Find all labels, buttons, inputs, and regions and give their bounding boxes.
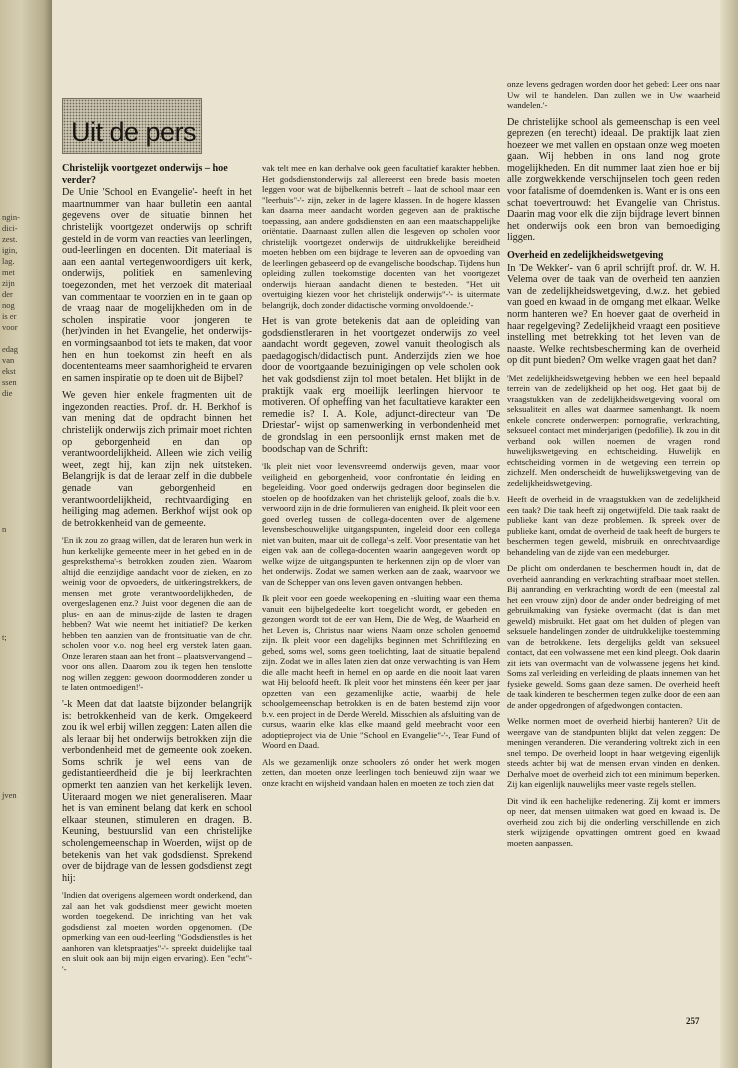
prev-fragment: lag. — [2, 256, 15, 266]
column-3 — [507, 79, 720, 854]
section-banner — [62, 98, 202, 154]
prev-fragment: is er — [2, 311, 17, 321]
article-heading: Overheid en zedelijkheidswetgeving — [507, 250, 664, 262]
prev-fragment: t; — [2, 632, 7, 642]
prev-fragment: zijn — [2, 278, 15, 288]
quotation: Heeft de overheid in de vraagstukken van de zedelijkheid een taak? Die taak heeft zij ongetwijfeld. Die taak raakt de publieke kant van deze problemen. Ik spreek over de publieke kant, omdat de overheid de taak heeft de burgers te beschermen tegen geweld, misbruik en onrechtvaardige behandeling van de zijde van een medeburger. — [507, 494, 720, 557]
quotation: 'Ik pleit niet voor levensvreemd onderwijs geven, maar voor veiligheid en geborgenheid, voor confrontatie én leiding en begeleiding. Voor goed onderwijs gedragen door beginselen die stoelen op de hoofdzaken van het christelijk geloof, zoals die b.v. verwoord zijn in de drie formulieren van enigheid. Ik pleit voor een goed overleg tussen de collega-docenten over de algemene levensbeschouwelijke uitgangspunten, ingeleid door een collega niet van buiten, maar uit de collega'-s zelf. Voor presentatie van het eigen vak aan de collega-docenten waarin aangegeven wordt op welke wijze de uitgangspunten te herkennen zijn op de vloer van het onderwijs. Zodat we samen werken aan de zaak, waarvoor we van de Schepper van ons leven gaven ontvangen hebben. — [262, 461, 500, 587]
section-title: Uit de pers — [71, 117, 197, 147]
prev-fragment: zest. — [2, 234, 18, 244]
article-heading: Christelijk voortgezet onderwijs – hoe verder? — [62, 163, 228, 186]
prev-fragment: n — [2, 524, 7, 534]
prev-fragment: van — [2, 355, 15, 365]
prev-fragment: jven — [2, 790, 17, 800]
paragraph: '-k Meen dat dat laatste bijzonder belangrijk is: betrokkenheid van de kerk. Omgekeerd zou ik wel erbij willen zeggen: Laten allen die als leraar bij het onderwijs betrokken zijn die verbondenheid met de gemeente ook zoeken. Soms schrik je wel eens van de gedistantieerdheid die je bij leerkrachten opmerkt ten aanzien van het kerkelijk leven. Uiteraard mogen we niet generaliseren. Maar het is van eminent belang dat kerk en school elkaar steunen, stimuleren en dragen. B. Keuning, bestuurslid van een christelijke scholengemeenschap in Woerden, wijst op de betekenis van het vak godsdienst. Sprekend over de bijdrage van de lessen godsdienst zegt hij: — [62, 698, 252, 884]
prev-fragment: nog — [2, 300, 15, 310]
quotation: vak telt mee en kan derhalve ook geen facultatief karakter hebben. Het godsdienstonderwijs zal allereerst een brede basis moeten leggen voor wat de bijbelkennis betreft – laat de school maar een "leerhuis"-'- zijn, zeker in de lagere klassen. In de hogere klassen kan daarna meer aandacht worden gegeven aan de praktische toepassing, aan andere godsdiensten en aan een maatschappelijke oriëntatie. Daarnaast zullen allen die lesgeven op scholen voor christelijk voortgezet onderwijs de uitdrukkelijke bereidheid moeten hebben om een bijdrage te leveren aan de opvoeding van de leerlingen gebaseerd op de evangelische boodschap. Tijdens hun opleiding zullen toekomstige docenten van het voortgezet onderwijs hieraan aandacht dienen te besteden. "Het uit overtuiging kiezen voor het christelijk onderwijs"-'- is uitermate belangrijk, doch zonder didactische vorming onvoldoende.'- — [262, 163, 500, 310]
prev-fragment: ngin- — [2, 212, 20, 222]
prev-fragment: dici- — [2, 223, 18, 233]
quotation: 'En ik zou zo graag willen, dat de leraren hun werk in hun kerkelijke gemeente meer in het gebed en in de gespreksthema'-s betrokken zouden zien. Waarom altijd die eenzijdige aandacht voor de zieken, en zo weinig voor de opvoeders, de uitkeringstrekkers, de mensen met grote verantwoordelijkheden, de overgeslagenen enz.? Juist voor degenen die aan de plus- en aan de minus-zijde de lasten te dragen hebben? Wat wie neemt het initiatief? De kerken hebben ten aanzien van de frontsituatie van de chr. scholen voor v.o. nog heel erg verstek laten gaan. Onze leraren staan aan het front – plaatsvervangend – voor ons allen. Daarom zou ik tegen hen tenslotte nog willen zeggen: gewoon doormodderen zonder u te laten ontmoedigen!'- — [62, 535, 252, 693]
paragraph: In 'De Wekker'- van 6 april schrijft prof. dr. W. H. Velema over de taak van de overheid ten aanzien van de zedelijkheidswetgeving, d.w.z. het gebied van goed en kwaad in de omgang met elkaar. Welke norm hanteren we? En hoever gaat de overheid in haar regelgeving? Zedelijkheid vraagt een positieve instelling met betrekking tot het leven van de naaste. Welke rechtsbescherming kan de overheid op dit punt bieden? Om welke vragen gaat het dan? — [507, 262, 720, 367]
prev-fragment: met — [2, 267, 15, 277]
prev-fragment: der — [2, 289, 13, 299]
quotation: Dit vind ik een hachelijke redenering. Zij komt er immers op neer, dat mensen uitmaken wat goed en kwaad is. De overheid zou zich bij die onderling verschillende en zich sterk wijzigende opvattingen omtrent goed en kwaad moeten aanpassen. — [507, 795, 720, 848]
page-number: 257 — [686, 1016, 700, 1026]
prev-fragment: ekst — [2, 366, 16, 376]
quotation: Welke normen moet de overheid hierbij hanteren? Uit de weergave van de standpunten blijkt dat velen zeggen: De meningen veranderen. Die verandering voltrekt zich in een snel tempo. De overheid loopt in haar wetgeving eigenlijk steeds achter bij wat de mensen ervan vinden en denken. Derhalve moet de overheid zich tot een minimum beperken. Zij kan eigenlijk nauwelijks meer vaste regels stellen. — [507, 716, 720, 790]
binding-gutter — [0, 0, 52, 1068]
quotation: Als we gezamenlijk onze schoolers zó onder het werk mogen zetten, dan moeten onze leerlingen toch benieuwd zijn waar we onze kracht en wijsheid vandaan halen en moeten ze toch zien dat — [262, 756, 500, 788]
quotation: 'Indien dat overigens algemeen wordt onderkend, dan zal aan het vak godsdienst meer gewicht moeten worden toegekend. De inrichting van het vak godsdienst zal moeten worden opgenomen. (De opmerking van een oud-leerling "Godsdienstles is het aanhoren van kletspraatjes"-'- spreekt duidelijke taal en sluit ook aan bij mijn eigen ervaring). Een "echt"-'- — [62, 890, 252, 974]
prev-fragment: voor — [2, 322, 18, 332]
column-1 — [62, 163, 252, 980]
quotation: onze levens gedragen worden door het gebed: Leer ons naar Uw wil te handelen. Dan zullen we in Uw waarheid wandelen.'- — [507, 79, 720, 110]
quotation: Ik pleit voor een goede weekopening en -sluiting waar een thema vanuit een bijbelgedeelte kort toegelicht wordt, er gebeden en gezongen wordt tot de eer van Hem, Die de Weg, de Waarheid en het Leven is, Christus naar wiens Naam onze scholen genoemd zijn. Ik pleit voor een dagelijks beginnen met Schriftlezing en gebed, soms wel, soms geen toelichting, laat de situatie bepalend zijn. Zodat we in alles laten zien dat onze verwachting is van Hem die alle macht heeft in hemel en op aarde en die nooit laat varen wat Hij beloofd heeft. Ik pleit voor het minstens één keer per jaar opzetten van een gezamenlijke actie, waarbij de hele schoolgemeenschap betrokken is en de baten bestemd zijn voor b.v. een project in de Derde Wereld. Misschien als afsluiting van de cursus, waarin elke klas elke maand geld meebracht voor een adoptieproject via de Unie "School en Evangelie"-'-, Tear Fund of Woord en Daad. — [262, 593, 500, 751]
paragraph: De Unie 'School en Evangelie'- heeft in het maartnummer van haar bulletin een aantal gegevens over de situatie binnen het christelijk voortgezet onderwijs op schrift gesteld in de vorm van reacties van leerlingen, oud-leerlingen en docenten. Dit materiaal is aan een aantal vertegenwoordigers uit kerk, onderwijs, politiek en samenleving toegezonden, met het verzoek dit materiaal van commentaar te voorzien en in te gaan op de vraag naar de mogelijkheden om in de scholen inspiratie voor jongeren te (her)vinden in het Evangelie, het onderwijs- en vormingsaanbod tot iets te maken, dat voor hen en hun toekomst zin heeft en als docententeams meer saamhorigheid te ervaren en samen inspiratie op te doen uit de Bijbel? — [62, 187, 252, 384]
quotation: De plicht om onderdanen te beschermen houdt in, dat de overheid aanranding en verkrachting strafbaar moet stellen. Bij aanranding en verkrachting wordt de een (meestal zal het een vrouw zijn) door de ander onder bedreiging of met gebruikmaking van fysieke overmacht (dat is dan met geweld) misbruikt. Het gaat om het dulden of plegen van seksuele handelingen zonder de uitdrukkelijke toestemming van de betrokkene. Iets dergelijks geldt van seksueel contact, dat een volwassene met een kind pleegt. Ook daarin zit iets van overmacht van de volwassene jegens het kind. Soms zal verleiding en verleiding de plaats innemen van het fysieke geweld. Soms gaan deze samen. De overheid heeft de taak kinderen te beschermen tegen zulke door de een aan de ander opgedrongen of afgedwongen contacten. — [507, 563, 720, 710]
prev-fragment: igin, — [2, 245, 18, 255]
paragraph: We geven hier enkele fragmenten uit de ingezonden reacties. Prof. dr. H. Berkhof is van mening dat de opdracht binnen het christelijk onderwijs zich primair moet richten op geborgenheid en dan op verantwoordelijkheid. Alleen wie zich veilig weet, zegt hij, kan zijn nek uitsteken. Belangrijk is dat de leraar zelf in die dubbele genade van geborgenheid en verantwoordelijkheid, rechtvaardiging en heiliging mag ademen. Berkhof wijst ook op de betrokkenheid van de gemeente. — [62, 390, 252, 529]
page-edge — [720, 0, 738, 1068]
paragraph: Het is van grote betekenis dat aan de opleiding van godsdienstleraren in het voortgezet onderwijs zo veel aandacht wordt gegeven, zowel vanuit theologisch als paedagogisch/didactisch punt. Anderzijds zien we hoe door de voortgaande bezuinigingen op vele scholen ook het vak godsdienst zijn tol moet betalen. Het blijkt in de praktijk vaak erg moeilijk leerlingen hiervoor te motiveren. Of opheffing van het facultatieve karakter een remedie is? I. A. Kole, adjunct-directeur van 'De Driestar'- wijst op samenwerking in verbondenheid met de grondslag in een persoonlijk ernst maken met de boodschap van de Schrift: — [262, 316, 500, 455]
prev-fragment: edag — [2, 344, 19, 354]
quotation: 'Met zedelijkheidswetgeving hebben we een heel bepaald terrein van de zedelijkheid op het oog. Het gaat bij de vraagstukken van de zedelijkheidswetgeving vooral om seksualiteit en alles wat daarmee samenhangt. Ik noem enkele concrete onderwerpen: pornografie, verkrachting, seksueel contact met minderjarigen (pedofilie). Ik zou in dit verband ook willen noemen de vragen rond huwelijkswetgeving en echtscheiding. Huwelijk en echtscheiding vormen in de wetgeving een terrein op zichzelf. Men onderscheidt de huwelijkswetgeving van de zedelijkheidswetgeving. — [507, 372, 720, 488]
prev-fragment: ssen — [2, 377, 17, 387]
column-2 — [262, 163, 500, 794]
prev-fragment: die — [2, 388, 13, 398]
paragraph: De christelijke school als gemeenschap is een veel geprezen (en terecht) ideaal. De praktijk laat zien hoezeer we met vallen en opstaan onze weg moeten gaan. Wij hebben in ons land nog grote mogelijkheden. En dit nummer laat zien hoe er bij alle zorgwekkende verschijnselen toch geen reden voor fatalisme of doemdenken is. Want er is ons een schat toevertrouwd: het Evangelie van Christus. Daarin mag voor elk die zijn bijdrage levert binnen het onderwijs ook een bron van bemoediging liggen. — [507, 116, 720, 244]
